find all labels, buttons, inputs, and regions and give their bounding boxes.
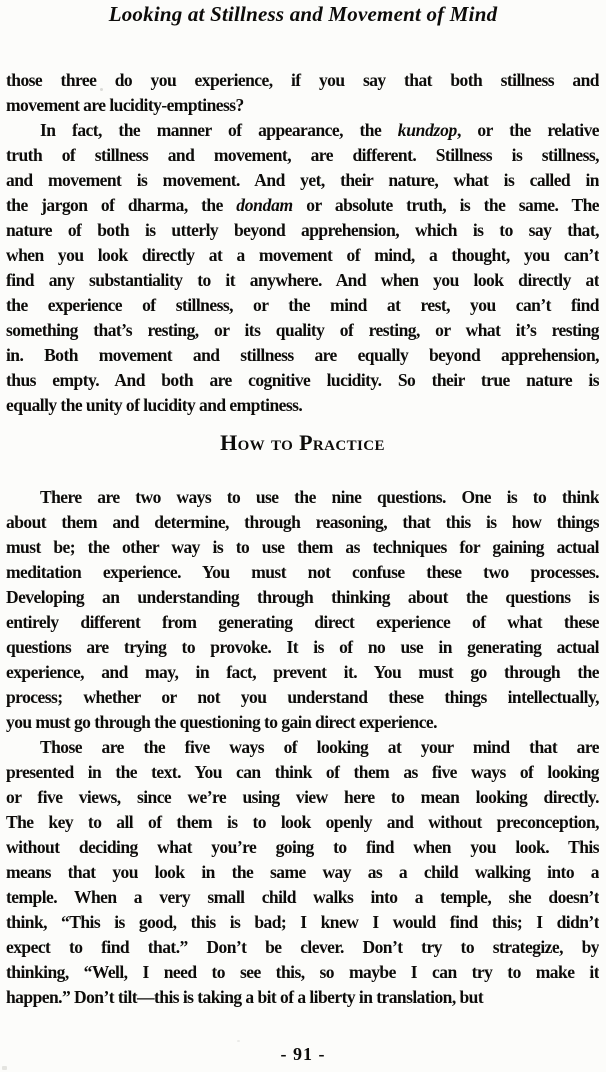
scan-speck [237, 1040, 240, 1042]
text-line: equally the unity of lucidity and emptiness. [6, 395, 303, 415]
text-line: or five views, since we’re using view here to mean looking directly. [6, 787, 599, 807]
text-line: experience, and may, in fact, prevent it. You must go through the [6, 662, 599, 682]
text-line: process; whether or not you understand these things intellectually, [6, 687, 599, 707]
text-line: truth of stillness and movement, are different. Stillness is stillness, [6, 145, 599, 165]
text-line: the experience of stillness, or the mind at rest, you can’t find [6, 295, 599, 315]
text-line: you must go through the questioning to gain direct experience. [6, 712, 437, 732]
text-line: entirely different from generating direct experience of what these [6, 612, 599, 632]
text-line: In fact, the manner of appearance, the kundzop, or the relative [40, 120, 599, 140]
text-line: think, “This is good, this is bad; I knew I would find this; I didn’t [6, 912, 599, 932]
text-line: when you look directly at a movement of mind, a thought, you can’t [6, 245, 599, 265]
paragraph [6, 118, 599, 418]
text-line: There are two ways to use the nine questions. One is to think [40, 487, 599, 507]
text-line: something that’s resting, or its quality of resting, or what it’s resting [6, 320, 599, 340]
text-line: about them and determine, through reasoning, that this is how things [6, 512, 599, 532]
text-line: the jargon of dharma, the dondam or absolute truth, is the same. The [6, 195, 599, 215]
page-number: - 91 - [280, 1044, 326, 1064]
text-line: thus empty. And both are cognitive lucidity. So their true nature is [6, 370, 599, 390]
text-line: Those are the five ways of looking at your mind that are [40, 737, 599, 757]
text-line: and movement is movement. And yet, their nature, what is called in [6, 170, 599, 190]
section-heading: How to Practice [220, 430, 385, 455]
paragraph [6, 68, 599, 118]
running-head-title: Looking at Stillness and Movement of Mind [108, 2, 498, 26]
text-line: must be; the other way is to use them as techniques for gaining actual [6, 537, 599, 557]
text-line: nature of both is utterly beyond apprehension, which is to say that, [6, 220, 599, 240]
scan-speck [2, 1066, 7, 1070]
scan-speck [100, 88, 103, 91]
text-line: expect to find that.” Don’t be clever. Don’t try to strategize, by [6, 937, 599, 957]
text-line: presented in the text. You can think of them as five ways of looking [6, 762, 599, 782]
text-line: without deciding what you’re going to find when you look. This [6, 837, 599, 857]
text-line: in. Both movement and stillness are equally beyond apprehension, [6, 345, 599, 365]
text-line: happen.” Don’t tilt—this is taking a bit of a liberty in translation, but [6, 987, 484, 1007]
text-line: Developing an understanding through thinking about the questions is [6, 587, 599, 607]
text-line: those three do you experience, if you say that both stillness and [6, 70, 599, 90]
text-line: meditation experience. You must not confuse these two processes. [6, 562, 599, 582]
paragraph [6, 485, 599, 735]
page-body-text [6, 68, 599, 1010]
text-line: find any substantiality to it anywhere. And when you look directly at [6, 270, 599, 290]
text-line: thinking, “Well, I need to see this, so maybe I can try to make it [6, 962, 599, 982]
text-line: temple. When a very small child walks into a temple, she doesn’t [6, 887, 599, 907]
text-line: questions are trying to provoke. It is of no use in generating actual [6, 637, 599, 657]
text-line: movement are lucidity-emptiness? [6, 95, 244, 115]
paragraph [6, 735, 599, 1010]
text-line: The key to all of them is to look openly and without preconception, [6, 812, 599, 832]
text-line: means that you look in the same way as a child walking into a [6, 862, 599, 882]
